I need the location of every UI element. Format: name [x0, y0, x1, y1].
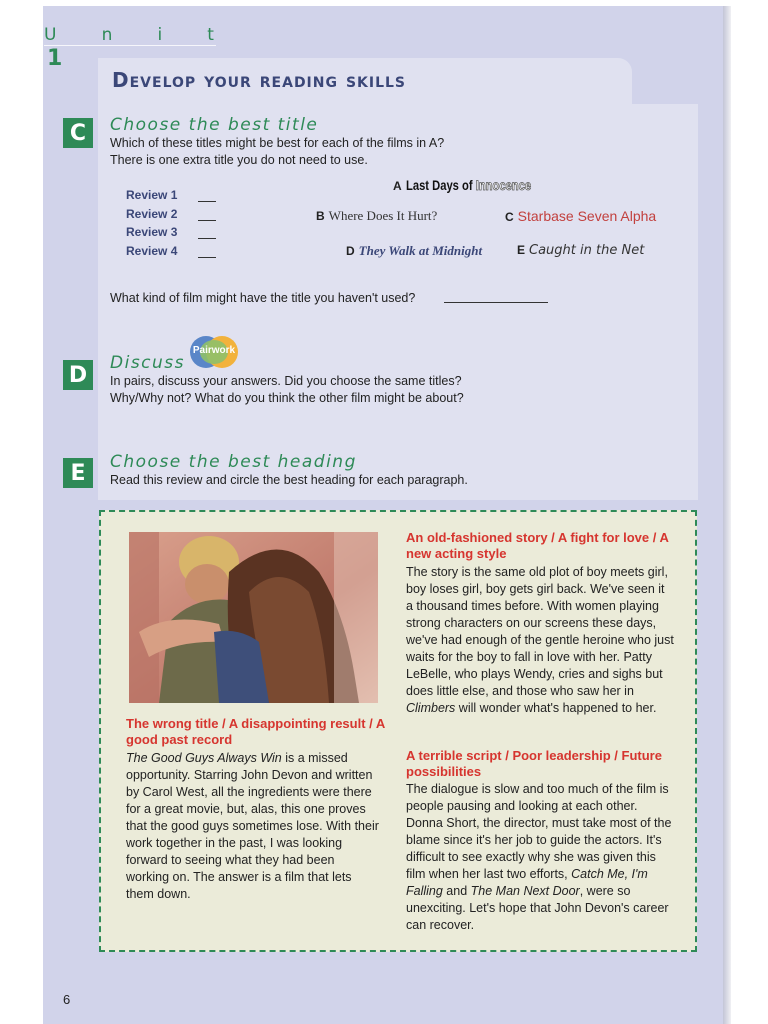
section-e-badge: E: [63, 458, 93, 488]
option-c-title: Starbase Seven Alpha: [517, 208, 657, 224]
paragraph-3-conjunction: and: [442, 884, 471, 898]
section-e-instruction: Read this review and circle the best heading for each paragraph.: [110, 473, 468, 487]
unit-label: [44, 25, 214, 45]
section-e-heading: Choose the best heading: [110, 452, 357, 472]
paragraph-3-body: The dialogue is slow and too much of the film is people pausing and looking at each other. Donna Short, the director, must take most of the blame since it's her job to guide the actors. It's difficult to see exactly why she was given this film when her last two efforts,: [406, 782, 672, 881]
question-answer-line[interactable]: [444, 302, 548, 303]
unit-rule: [44, 45, 216, 46]
pairwork-label: Pairwork: [192, 345, 236, 356]
unit-letter: n: [101, 25, 113, 45]
option-a-title: Last Days of: [405, 177, 476, 193]
paragraph-3-body-end: , were so unexciting. Let's hope that John Devon's career can recover.: [406, 884, 669, 932]
page-edge: [723, 6, 731, 1024]
unit-letter: t: [207, 25, 214, 45]
option-letter: D: [346, 244, 355, 258]
film-title: Catch Me, I'm Falling: [406, 867, 648, 898]
pairwork-icon: [190, 336, 238, 368]
option-b-title: Where Does It Hurt?: [328, 208, 438, 223]
section-c-instruction-1: Which of these titles might be best for each of the films in A?: [110, 136, 445, 150]
title-option-b: [316, 208, 437, 224]
section-d-instruction-1: In pairs, discuss your answers. Did you choose the same titles?: [110, 374, 462, 388]
review-label-3: Review 3: [126, 225, 178, 239]
section-c-heading: Choose the best title: [110, 115, 319, 135]
paragraph-1-text: [126, 750, 380, 903]
answer-blank-4[interactable]: [198, 257, 216, 258]
film-title: The Good Guys Always Win: [126, 751, 282, 765]
option-a-title-outline: Innocence: [475, 177, 531, 193]
option-letter: A: [393, 179, 402, 193]
section-c-question: What kind of film might have the title you haven't used?: [110, 291, 416, 305]
option-letter: C: [505, 210, 514, 224]
section-c-badge: C: [63, 118, 93, 148]
paragraph-2-body-end: will wonder what's happened to her.: [455, 701, 657, 715]
review-label-2: Review 2: [126, 207, 178, 221]
film-title: Climbers: [406, 701, 456, 715]
paragraph-3-heading: A terrible script / Poor leadership / Future possibilities: [406, 748, 662, 779]
section-d-instruction-2: Why/Why not? What do you think the other film might be about?: [110, 391, 464, 405]
answer-blank-3[interactable]: [198, 238, 216, 239]
title-option-d: [346, 243, 482, 259]
unit-number: 1: [47, 46, 63, 71]
section-title: Develop your reading skills: [112, 68, 407, 92]
review-label-4: Review 4: [126, 244, 178, 258]
option-e-title: Caught in the Net: [529, 243, 645, 258]
paragraph-2-body: The story is the same old plot of boy meets girl, boy loses girl, boy gets girl back. We've seen it a thousand times before. With women playing strong characters on our screens these days, we've had enough of the gentle heroine who just waits for the boy to fall in love with her. Patty LeBelle, who plays Wendy, cries and sighs but does little else, and those who saw her in: [406, 565, 674, 698]
paragraph-1-heading: The wrong title / A disappointing result / A good past record: [126, 716, 385, 747]
title-option-e: [517, 243, 644, 258]
answer-blank-1[interactable]: [198, 201, 216, 202]
paragraph-1-body: is a missed opportunity. Starring John Devon and written by Carol West, all the ingredients were there for a great movie, but, alas, this one proves that the good guys sometimes lose. With their work together in the past, I was looking forward to seeing what they had been working on. The answer is a film that lets them down.: [126, 751, 379, 901]
couple-photo: [129, 532, 378, 703]
review-label-1: Review 1: [126, 188, 178, 202]
option-letter: E: [517, 243, 526, 257]
answer-blank-2[interactable]: [198, 220, 216, 221]
paragraph-2-text: [406, 564, 674, 717]
paragraph-2-heading: An old-fashioned story / A fight for love / A new acting style: [406, 530, 669, 561]
unit-letter: U: [44, 25, 57, 45]
section-d-badge: D: [63, 360, 93, 390]
film-title: The Man Next Door: [470, 884, 580, 898]
couple-photo-image: [129, 532, 378, 703]
option-letter: B: [316, 209, 325, 223]
title-option-c: [505, 208, 656, 224]
title-option-a: [393, 177, 562, 193]
section-c-instruction-2: There is one extra title you do not need to use.: [110, 153, 368, 167]
page-number: 6: [63, 992, 71, 1007]
unit-letter: i: [157, 25, 163, 45]
paragraph-3-text: [406, 781, 674, 934]
option-d-title: They Walk at Midnight: [358, 243, 483, 258]
section-d-heading: Discuss: [110, 353, 186, 373]
